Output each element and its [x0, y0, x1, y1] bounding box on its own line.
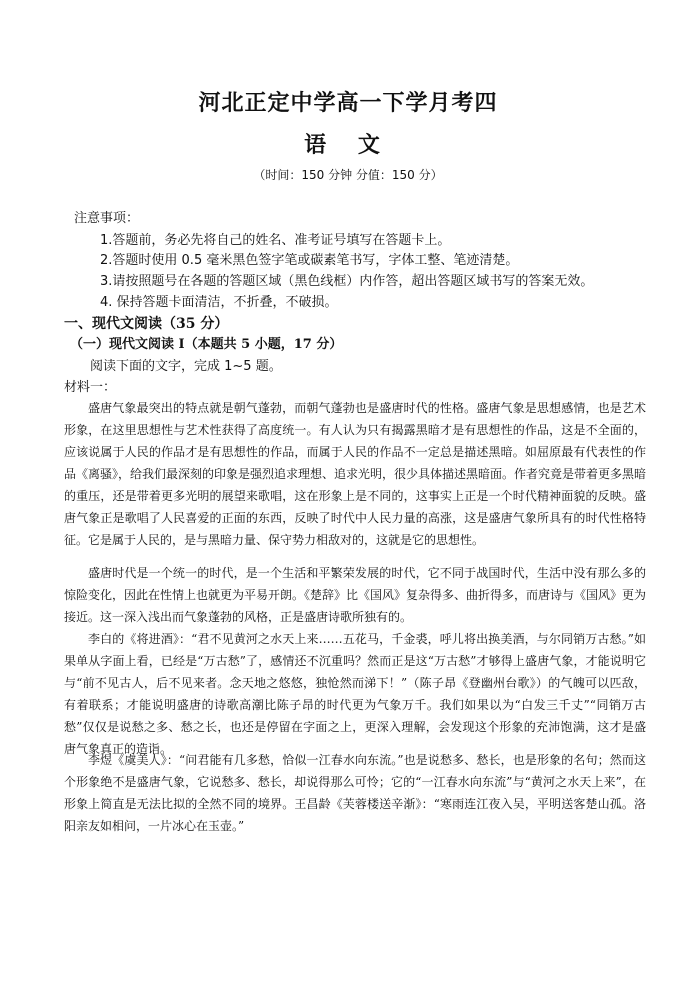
subject-title: 语 文 [304, 132, 392, 158]
paragraph: 盛唐时代是一个统一的时代，是一个生活和平繁荣发展的时代，它不同于战国时代，生活中没有那么多的惊险变化，因此在性情上也就更为平易开朗。《楚辞》比《国风》复杂得多、曲折得多，而唐诗与《国风》更为接近。这一深入浅出而气象蓬勃的风格，正是盛唐诗歌所独有的。 [64, 566, 647, 624]
exam-info: （时间：150 分钟 分值：150 分） [253, 168, 443, 182]
paragraph: 盛唐气象最突出的特点就是朝气蓬勃，而朝气蓬勃也是盛唐时代的性格。盛唐气象是思想感情，也是艺术形象，在这里思想性与艺术性获得了高度统一。有人认为只有揭露黑暗才是有思想性的作品，这是不全面的，应该说属于人民的作品才是有思想性的作品，而属于人民的作品不一定总是描述黑暗。如屈原最有代表性的作品《离骚》，给我们最深刻的印象是强烈追求理想、追求光明，很少具体描述黑暗面。作者究竟是带着更多黑暗的重压，还是带着更多光明的展望来歌唱，这在形象上是不同的，这事实上正是一个时代精神面貌的反映。盛唐气象正是歌唱了人民喜爱的正面的东西，反映了时代中人民力量的高涨，这是盛唐气象所具有的时代性格特征。它是属于人民的，是与黑暗力量、保守势力相敌对的，这就是它的思想性。 [64, 401, 647, 547]
instruction-text: 阅读下面的文字，完成 1~5 题。 [90, 359, 282, 374]
material-label: 材料一： [64, 380, 117, 395]
paragraph: 李煜《虞美人》：“问君能有几多愁，恰似一江春水向东流。”也是说愁多、愁长，也是形象的名句；然而这个形象绝不是盛唐气象，它说愁多、愁长，却说得那么可怜；它的“一江春水向东流”与“黄河之水天上来”，在形象上简直是无法比拟的全然不同的境界。王昌龄《芙蓉楼送辛渐》：“寒雨连江夜入吴，平明送客楚山孤。洛阳亲友如相问，一片冰心在玉壶。” [64, 753, 646, 833]
notice-item: 2.答题时使用 0.5 毫米黑色签字笔或碳素笔书写，字体工整、笔迹清楚。 [100, 253, 519, 268]
subsection-heading: （一）现代文阅读 I（本题共 5 小题，17 分） [70, 337, 343, 352]
notice-heading: 注意事项： [74, 211, 140, 226]
notice-item: 1.答题前，务必先将自己的姓名、准考证号填写在答题卡上。 [100, 233, 451, 248]
section-heading: 一、现代文阅读（35 分） [64, 316, 229, 332]
notice-item: 3.请按照题号在各题的答题区域（黑色线框）内作答，超出答题区域书写的答案无效。 [100, 274, 594, 289]
notice-item: 4. 保持答题卡面清洁，不折叠，不破损。 [100, 295, 338, 310]
paragraph: 李白的《将进酒》：“君不见黄河之水天上来……五花马，千金裘，呼儿将出换美酒，与尔同销万古愁。”如果单从字面上看，已经是“万古愁”了，感情还不沉重吗？然而正是这“万古愁”才够得上盛唐气象，才能说明它与“前不见古人，后不见来者。念天地之悠悠，独怆然而涕下！”（陈子昂《登幽州台歌》）的气魄可以匹敌，有着联系；才能说明盛唐的诗歌高潮比陈子昂的时代更为气象万千。我们如果以为“白发三千丈”“同销万古愁”仅仅是说愁之多、愁之长，也还是停留在字面之上，更深入理解，会发现这个形象的充沛饱满，这才是盛唐气象真正的造诣。 [64, 632, 646, 756]
exam-title: 河北正定中学高一下学月考四 [198, 90, 498, 116]
